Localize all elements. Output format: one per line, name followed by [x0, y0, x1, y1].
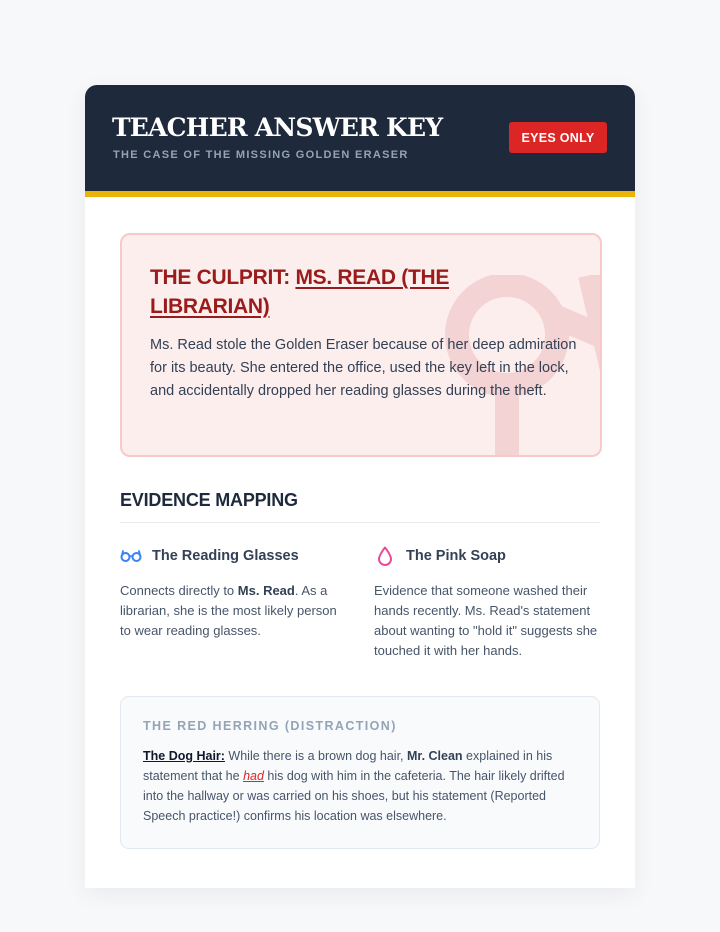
culprit-name: MS. READ (THE LIBRARIAN)	[150, 266, 450, 318]
evidence-description: Connects directly to Ms. Read. As a librarian, she is the most likely person to wear reading glasses.	[120, 583, 337, 638]
header	[85, 85, 635, 191]
evidence-item-soap	[374, 545, 604, 661]
page-title: TEACHER ANSWER KEY	[112, 113, 443, 142]
culprit-explanation: Ms. Read stole the Golden Eraser because of her deep admiration for its beauty. She entered the office, used the key left in the lock, and accidentally dropped her reading glasses during the theft.	[150, 337, 577, 399]
red-herring-label: THE RED HERRING (DISTRACTION)	[143, 719, 397, 733]
evidence-title: The Pink Soap	[406, 548, 506, 564]
evidence-heading: EVIDENCE MAPPING	[120, 490, 298, 510]
droplet-icon	[374, 545, 396, 567]
answer-key-card	[85, 85, 635, 888]
culprit-callout	[120, 233, 602, 457]
dog-hair-label: The Dog Hair:	[143, 749, 225, 763]
evidence-title: The Reading Glasses	[152, 548, 299, 564]
section-divider	[120, 522, 600, 523]
red-herring-text: The Dog Hair: While there is a brown dog hair, Mr. Clean explained in his statement that he had his dog with him in the cafeteria. The hair likely drifted into the hallway or was carried on his shoes, but his statement (Reported Speech practice!) confirms his location was elsewhere.	[143, 749, 565, 823]
emphasis-word: had	[243, 769, 264, 783]
page-subtitle: THE CASE OF THE MISSING GOLDEN ERASER	[113, 149, 409, 161]
evidence-description: Evidence that someone washed their hands recently. Ms. Read's statement about wanting to "hold it" suggests she touched it with her hands.	[374, 583, 598, 658]
red-herring-box	[120, 696, 600, 849]
evidence-item-glasses	[120, 545, 350, 641]
culprit-label: THE CULPRIT:	[150, 266, 296, 289]
eyes-only-badge: EYES ONLY	[509, 122, 607, 153]
culprit-heading	[150, 263, 550, 321]
header-accent-stripe	[85, 191, 635, 197]
glasses-icon	[120, 545, 142, 567]
